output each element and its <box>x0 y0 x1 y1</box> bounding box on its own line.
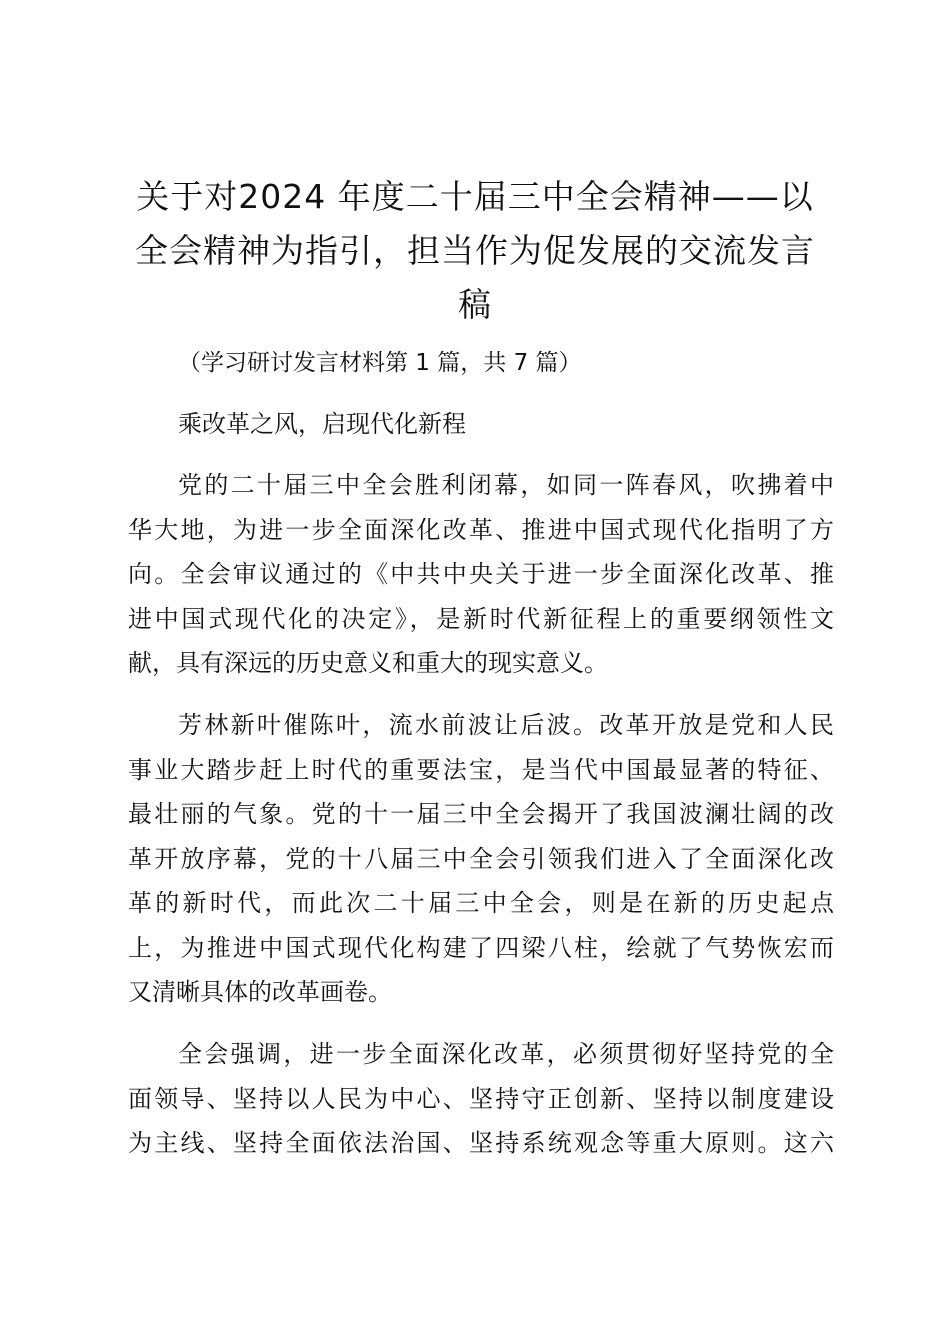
paragraph-line: 面领导、坚持以人民为中心、坚持守正创新、坚持以制度建设 <box>128 1084 834 1113</box>
paragraph-line: 芳林新叶催陈叶，流水前波让后波。改革开放是党和人民 <box>178 711 834 739</box>
body-paragraph-2 <box>128 703 834 1015</box>
paragraph-line: 事业大踏步赶上时代的重要法宝，是当代中国最显著的特征、 <box>128 755 834 784</box>
title-line: 全会精神为指引，担当作为促发展的交流发言 <box>135 231 815 270</box>
paragraph-line: 向。全会审议通过的《中共中央关于进一步全面深化改革、推 <box>128 560 834 588</box>
title-line: 稿 <box>458 285 492 324</box>
paragraph-line: 进中国式现代化的决定》，是新时代新征程上的重要纲领性文 <box>128 604 834 633</box>
paragraph-line: 为主线、坚持全面依法治国、坚持系统观念等重大原则。这六 <box>128 1129 834 1157</box>
title-line: 关于对2024 年度二十届三中全会精神——以 <box>136 177 814 216</box>
body-paragraph-3 <box>128 1032 834 1166</box>
paragraph-line: 最壮丽的气象。党的十一届三中全会揭开了我国波澜壮阔的改 <box>128 800 834 828</box>
document-title <box>110 170 840 332</box>
paragraph-line: 全会强调，进一步全面深化改革，必须贯彻好坚持党的全 <box>178 1040 834 1068</box>
paragraph-line: 献，具有深远的历史意义和重大的现实意义。 <box>128 649 608 677</box>
document-subtitle: （学习研讨发言材料第 1 篇，共 7 篇） <box>178 350 582 376</box>
section-heading: 乘改革之风，启现代化新程 <box>178 410 466 438</box>
paragraph-line: 党的二十届三中全会胜利闭幕，如同一阵春风，吹拂着中 <box>178 471 834 499</box>
paragraph-line: 又清晰具体的改革画卷。 <box>128 978 392 1006</box>
paragraph-line: 革的新时代，而此次二十届三中全会，则是在新的历史起点 <box>128 889 834 917</box>
paragraph-line: 革开放序幕，党的十八届三中全会引领我们进入了全面深化改 <box>128 844 834 873</box>
paragraph-line: 上，为推进中国式现代化构建了四梁八柱，绘就了气势恢宏而 <box>128 933 834 962</box>
paragraph-line: 华大地，为进一步全面深化改革、推进中国式现代化指明了方 <box>128 515 834 544</box>
body-paragraph-1 <box>128 463 834 686</box>
